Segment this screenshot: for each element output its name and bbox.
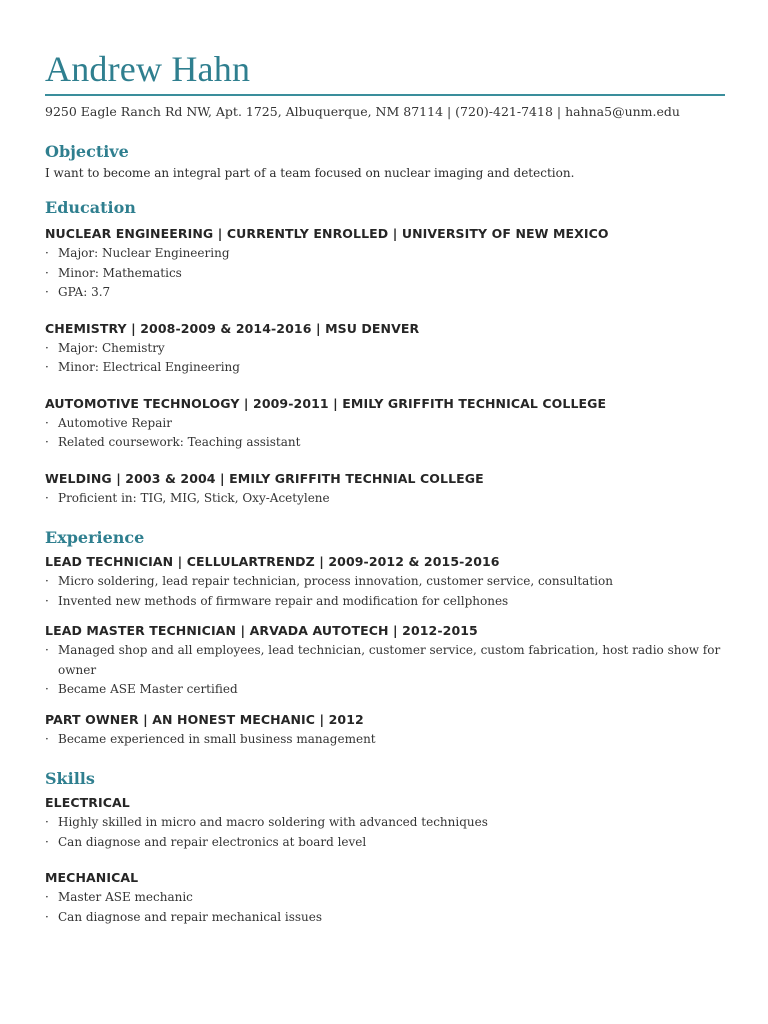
list-item: · Proficient in: TIG, MIG, Stick, Oxy-Acetylene <box>45 489 725 509</box>
list-item: · Highly skilled in micro and macro soldering with advanced techniques <box>45 813 725 833</box>
list-item: · Major: Nuclear Engineering <box>45 244 725 264</box>
list-item: · Minor: Mathematics <box>45 264 725 284</box>
experience-entry-title: LEAD MASTER TECHNICIAN | ARVADA AUTOTECH | 2012-2015 <box>45 623 478 638</box>
list-item: · Can diagnose and repair mechanical issues <box>45 908 725 928</box>
bullet-icon: · <box>45 909 49 924</box>
bullet-icon: · <box>45 340 49 355</box>
list-item: · Invented new methods of firmware repair and modification for cellphones <box>45 592 725 612</box>
education-entry-bullets <box>45 244 725 303</box>
experience-entry-bullets <box>45 641 725 700</box>
candidate-name: Andrew Hahn <box>45 49 251 89</box>
bullet-icon: · <box>45 246 49 260</box>
education-entry-bullets <box>45 339 725 378</box>
skills-entry-title: MECHANICAL <box>45 870 139 885</box>
resume-body <box>45 140 725 927</box>
objective-text: I want to become an integral part of a team focused on nuclear imaging and detection. <box>45 166 575 180</box>
education-heading: Education <box>45 198 136 217</box>
education-entry-title: CHEMISTRY | 2008-2009 & 2014-2016 | MSU DENVER <box>45 320 420 336</box>
bullet-icon: · <box>45 834 49 849</box>
bullet-icon: · <box>45 890 49 904</box>
experience-entry-bullets <box>45 572 725 611</box>
bullet-icon: · <box>45 415 49 430</box>
education-entry-title: NUCLEAR ENGINEERING | CURRENTLY ENROLLED | UNIVERSITY OF NEW MEXICO <box>45 226 609 241</box>
education-entry-bullets <box>45 489 725 509</box>
skills-entry-bullets <box>45 813 725 852</box>
list-item: · Automotive Repair <box>45 414 725 434</box>
skills-entry-bullets <box>45 888 725 927</box>
skills-entry-title: ELECTRICAL <box>45 795 130 810</box>
contact-line: 9250 Eagle Ranch Rd NW, Apt. 1725, Albuquerque, NM 87114 | (720)-421-7418 | hahna5@unm.edu <box>45 104 680 119</box>
list-item: · Minor: Electrical Engineering <box>45 358 725 378</box>
bullet-icon: · <box>45 682 49 696</box>
list-item: · Became ASE Master certified <box>45 680 725 700</box>
list-item: · Can diagnose and repair electronics at board level <box>45 833 725 853</box>
bullet-icon: · <box>45 815 49 829</box>
list-item: · Managed shop and all employees, lead technician, customer service, custom fabrication, host radio show for owner <box>45 643 721 677</box>
bullet-icon: · <box>45 360 49 374</box>
bullet-icon: · <box>45 265 49 280</box>
bullet-icon: · <box>45 731 49 746</box>
list-item: · Related coursework: Teaching assistant <box>45 433 725 453</box>
list-item: · Micro soldering, lead repair technician, process innovation, customer service, consultation <box>45 572 725 592</box>
bullet-icon: · <box>45 574 49 588</box>
bullet-icon: · <box>45 643 49 657</box>
header-divider <box>45 94 725 96</box>
list-item: · GPA: 3.7 <box>45 283 725 303</box>
bullet-icon: · <box>45 285 49 299</box>
experience-heading: Experience <box>45 528 145 547</box>
objective-heading: Objective <box>45 142 129 161</box>
experience-entry-bullets <box>45 730 725 750</box>
education-entry-title: WELDING | 2003 & 2004 | EMILY GRIFFITH TECHNIAL COLLEGE <box>45 470 484 486</box>
experience-entry-title: LEAD TECHNICIAN | CELLULARTRENDZ | 2009-2012 & 2015-2016 <box>45 554 500 569</box>
education-entry-title: AUTOMOTIVE TECHNOLOGY | 2009-2011 | EMILY GRIFFITH TECHNICAL COLLEGE <box>45 395 607 411</box>
experience-entry-title: PART OWNER | AN HONEST MECHANIC | 2012 <box>45 711 364 727</box>
list-item: · Became experienced in small business management <box>45 730 725 750</box>
bullet-icon: · <box>45 490 49 505</box>
list-item: · Master ASE mechanic <box>45 888 725 908</box>
list-item: · Major: Chemistry <box>45 339 725 359</box>
bullet-icon: · <box>45 593 49 608</box>
education-entry-bullets <box>45 414 725 453</box>
skills-heading: Skills <box>45 769 95 788</box>
bullet-icon: · <box>45 435 49 449</box>
